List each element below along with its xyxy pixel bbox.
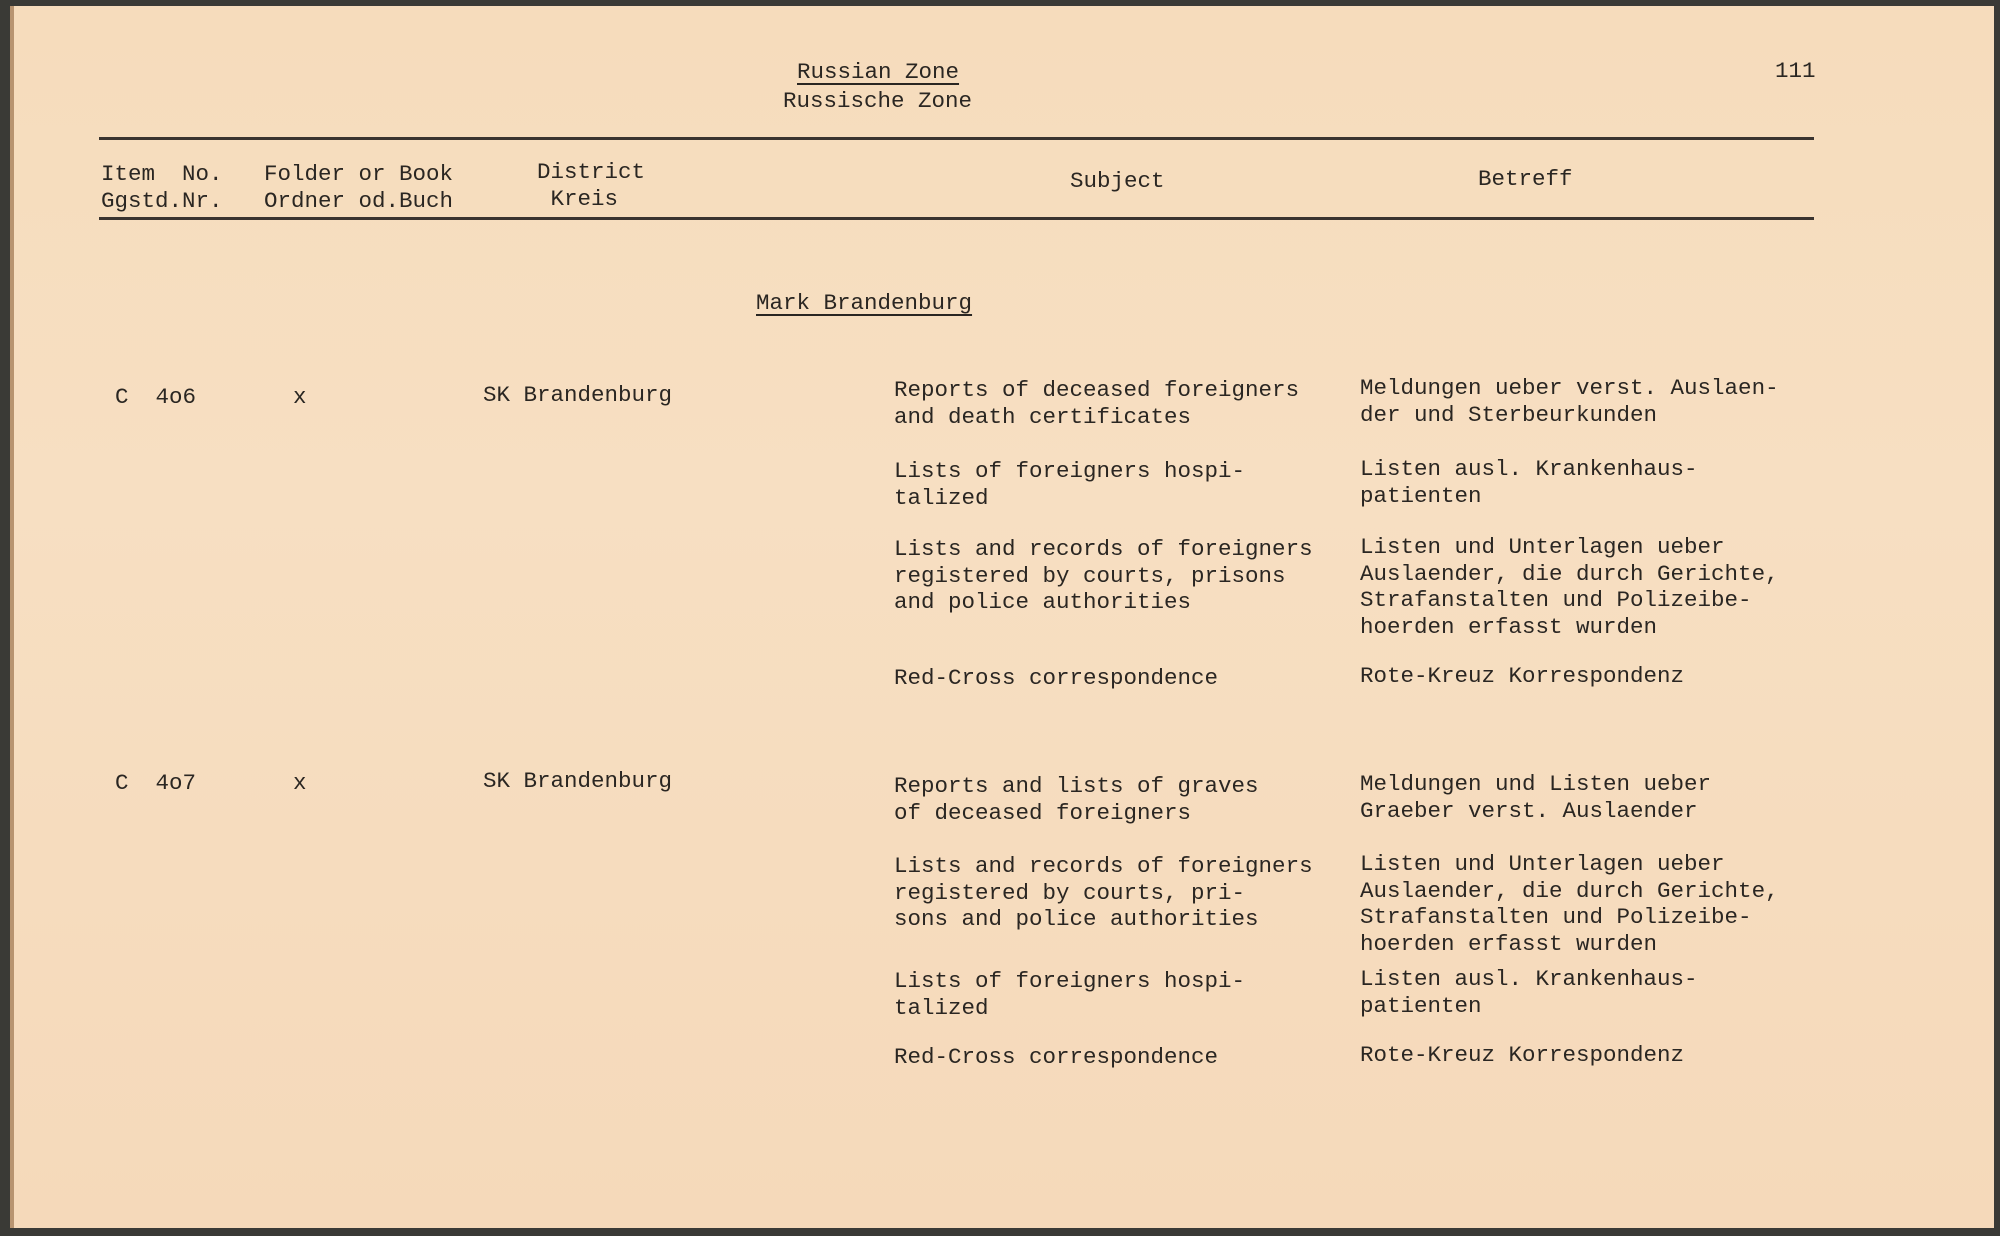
betreff-line: patienten xyxy=(1360,482,1482,509)
column-folder-en: Folder or Book xyxy=(264,161,454,187)
subject-line: Red-Cross correspondence xyxy=(894,665,1219,691)
column-item-en: Item No. xyxy=(101,161,223,187)
betreff-line: hoerden erfasst wurden xyxy=(1360,930,1658,957)
district: SK Brandenburg xyxy=(483,768,673,794)
betreff-line: Meldungen und Listen ueber xyxy=(1360,771,1712,797)
subject-line: sons and police authorities xyxy=(894,906,1259,932)
betreff-line: Listen ausl. Krankenhaus- xyxy=(1360,456,1698,482)
subject-line: talized xyxy=(894,484,989,511)
subject-line: Reports of deceased foreigners xyxy=(894,377,1300,403)
zone-subtitle: Russische Zone xyxy=(783,88,973,114)
subject-line: of deceased foreigners xyxy=(894,799,1192,826)
betreff-line: hoerden erfasst wurden xyxy=(1360,613,1658,640)
subject-line: Red-Cross correspondence xyxy=(894,1044,1219,1070)
subject-line: Lists and records of foreigners xyxy=(894,536,1313,562)
subject-line: Lists of foreigners hospi- xyxy=(894,968,1246,994)
item-number: C 4o7 xyxy=(115,770,197,796)
column-item-de: Ggstd.Nr. xyxy=(101,188,223,214)
district: SK Brandenburg xyxy=(483,382,673,408)
betreff-line: Graeber verst. Auslaender xyxy=(1360,797,1698,824)
betreff-line: der und Sterbeurkunden xyxy=(1360,401,1658,428)
page-number: 111 xyxy=(1775,58,1816,84)
subject-line: registered by courts, prisons xyxy=(894,562,1286,589)
betreff-line: Auslaender, die durch Gerichte, xyxy=(1360,877,1779,904)
betreff-line: Strafanstalten und Polizeibe- xyxy=(1360,587,1752,613)
betreff-line: Strafanstalten und Polizeibe- xyxy=(1360,904,1752,930)
zone-title: Russian Zone xyxy=(797,59,960,85)
column-district-en: District xyxy=(537,159,646,185)
column-betreff: Betreff xyxy=(1478,166,1573,192)
subject-line: Reports and lists of graves xyxy=(894,773,1259,799)
subject-line: and death certificates xyxy=(894,403,1192,430)
betreff-line: Rote-Kreuz Korrespondenz xyxy=(1360,663,1685,689)
header-bottom-rule xyxy=(99,217,1814,220)
betreff-line: Listen und Unterlagen ueber xyxy=(1360,534,1725,560)
betreff-line: Auslaender, die durch Gerichte, xyxy=(1360,560,1779,587)
betreff-line: Listen ausl. Krankenhaus- xyxy=(1360,966,1698,992)
betreff-line: Listen und Unterlagen ueber xyxy=(1360,851,1725,877)
betreff-line: patienten xyxy=(1360,992,1482,1019)
section-heading: Mark Brandenburg xyxy=(756,290,973,316)
header-top-rule xyxy=(99,137,1814,140)
column-subject: Subject xyxy=(1070,168,1165,194)
betreff-line: Meldungen ueber verst. Auslaen- xyxy=(1360,375,1779,401)
subject-line: and police authorities xyxy=(894,589,1192,615)
folder-marker: x xyxy=(293,770,307,796)
subject-line: registered by courts, pri- xyxy=(894,879,1246,906)
subject-line: Lists and records of foreigners xyxy=(894,853,1313,879)
subject-line: Lists of foreigners hospi- xyxy=(894,458,1246,484)
folder-marker: x xyxy=(293,384,307,410)
item-number: C 4o6 xyxy=(115,384,197,410)
column-folder-de: Ordner od.Buch xyxy=(264,188,454,214)
betreff-line: Rote-Kreuz Korrespondenz xyxy=(1360,1042,1685,1068)
subject-line: talized xyxy=(894,994,989,1021)
column-district-de: Kreis xyxy=(537,186,619,212)
